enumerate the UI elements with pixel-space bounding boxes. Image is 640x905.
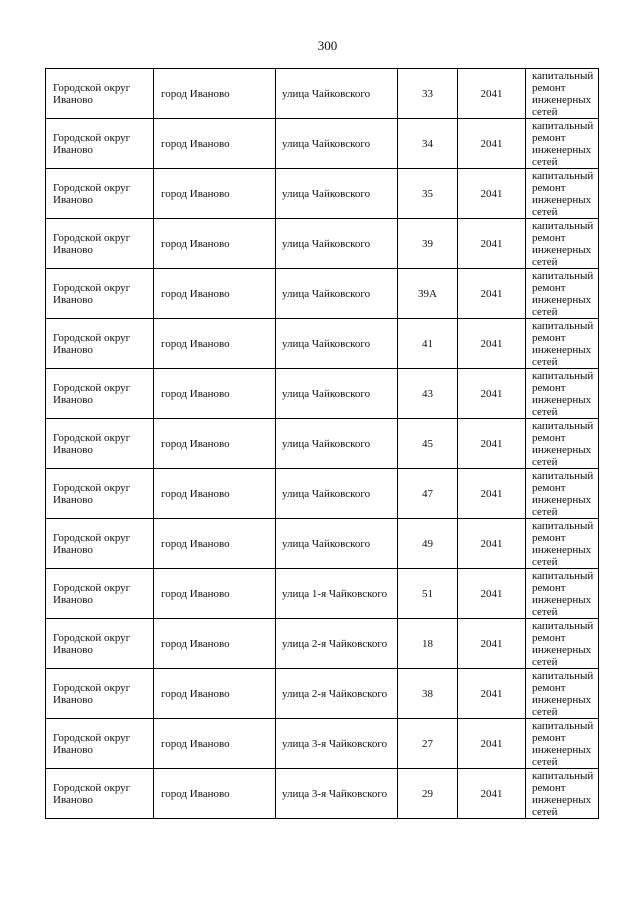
district-cell: Городской округ Иваново [46,169,154,219]
table-row [46,219,599,269]
city-cell: город Иваново [154,219,276,269]
table-row [46,569,599,619]
house-number-cell: 33 [398,69,458,119]
city-cell: город Иваново [154,319,276,369]
table-row [46,469,599,519]
work-type-cell: капитальный ремонт инженерных сетей [526,769,599,819]
house-number-cell: 49 [398,519,458,569]
year-cell: 2041 [458,369,526,419]
table-row [46,269,599,319]
work-type-cell: капитальный ремонт инженерных сетей [526,469,599,519]
city-cell: город Иваново [154,619,276,669]
table-row [46,519,599,569]
district-cell: Городской округ Иваново [46,769,154,819]
work-type-cell: капитальный ремонт инженерных сетей [526,369,599,419]
district-cell: Городской округ Иваново [46,519,154,569]
housing-repair-table [45,68,599,819]
year-cell: 2041 [458,119,526,169]
district-cell: Городской округ Иваново [46,469,154,519]
year-cell: 2041 [458,269,526,319]
house-number-cell: 51 [398,569,458,619]
district-cell: Городской округ Иваново [46,369,154,419]
year-cell: 2041 [458,419,526,469]
house-number-cell: 35 [398,169,458,219]
city-cell: город Иваново [154,369,276,419]
district-cell: Городской округ Иваново [46,319,154,369]
district-cell: Городской округ Иваново [46,419,154,469]
house-number-cell: 43 [398,369,458,419]
city-cell: город Иваново [154,419,276,469]
district-cell: Городской округ Иваново [46,569,154,619]
work-type-cell: капитальный ремонт инженерных сетей [526,569,599,619]
year-cell: 2041 [458,719,526,769]
house-number-cell: 39 [398,219,458,269]
street-cell: улица Чайковского [276,469,398,519]
table-row [46,319,599,369]
district-cell: Городской округ Иваново [46,669,154,719]
house-number-cell: 18 [398,619,458,669]
street-cell: улица 2-я Чайковского [276,619,398,669]
house-number-cell: 27 [398,719,458,769]
year-cell: 2041 [458,169,526,219]
house-number-cell: 39А [398,269,458,319]
table-row [46,769,599,819]
city-cell: город Иваново [154,169,276,219]
street-cell: улица Чайковского [276,119,398,169]
work-type-cell: капитальный ремонт инженерных сетей [526,169,599,219]
year-cell: 2041 [458,219,526,269]
street-cell: улица Чайковского [276,269,398,319]
year-cell: 2041 [458,619,526,669]
district-cell: Городской округ Иваново [46,719,154,769]
city-cell: город Иваново [154,569,276,619]
district-cell: Городской округ Иваново [46,619,154,669]
work-type-cell: капитальный ремонт инженерных сетей [526,419,599,469]
work-type-cell: капитальный ремонт инженерных сетей [526,219,599,269]
house-number-cell: 29 [398,769,458,819]
street-cell: улица 1-я Чайковского [276,569,398,619]
work-type-cell: капитальный ремонт инженерных сетей [526,319,599,369]
city-cell: город Иваново [154,119,276,169]
house-number-cell: 45 [398,419,458,469]
house-number-cell: 34 [398,119,458,169]
street-cell: улица Чайковского [276,419,398,469]
work-type-cell: капитальный ремонт инженерных сетей [526,619,599,669]
work-type-cell: капитальный ремонт инженерных сетей [526,69,599,119]
year-cell: 2041 [458,669,526,719]
year-cell: 2041 [458,469,526,519]
table-row [46,119,599,169]
table-row [46,69,599,119]
table-row [46,719,599,769]
district-cell: Городской округ Иваново [46,219,154,269]
work-type-cell: капитальный ремонт инженерных сетей [526,519,599,569]
table-row [46,619,599,669]
house-number-cell: 47 [398,469,458,519]
house-number-cell: 41 [398,319,458,369]
city-cell: город Иваново [154,469,276,519]
year-cell: 2041 [458,519,526,569]
year-cell: 2041 [458,319,526,369]
street-cell: улица Чайковского [276,519,398,569]
year-cell: 2041 [458,769,526,819]
district-cell: Городской округ Иваново [46,119,154,169]
street-cell: улица 2-я Чайковского [276,669,398,719]
city-cell: город Иваново [154,519,276,569]
city-cell: город Иваново [154,719,276,769]
street-cell: улица Чайковского [276,169,398,219]
street-cell: улица 3-я Чайковского [276,719,398,769]
work-type-cell: капитальный ремонт инженерных сетей [526,269,599,319]
table-row [46,419,599,469]
street-cell: улица Чайковского [276,219,398,269]
table-row [46,669,599,719]
district-cell: Городской округ Иваново [46,69,154,119]
table-row [46,169,599,219]
page-number: 300 [317,38,338,53]
street-cell: улица Чайковского [276,319,398,369]
city-cell: город Иваново [154,769,276,819]
work-type-cell: капитальный ремонт инженерных сетей [526,669,599,719]
street-cell: улица Чайковского [276,369,398,419]
street-cell: улица Чайковского [276,69,398,119]
work-type-cell: капитальный ремонт инженерных сетей [526,119,599,169]
city-cell: город Иваново [154,69,276,119]
work-type-cell: капитальный ремонт инженерных сетей [526,719,599,769]
city-cell: город Иваново [154,269,276,319]
year-cell: 2041 [458,569,526,619]
table-body [46,69,599,819]
table-row [46,369,599,419]
house-number-cell: 38 [398,669,458,719]
street-cell: улица 3-я Чайковского [276,769,398,819]
year-cell: 2041 [458,69,526,119]
city-cell: город Иваново [154,669,276,719]
district-cell: Городской округ Иваново [46,269,154,319]
